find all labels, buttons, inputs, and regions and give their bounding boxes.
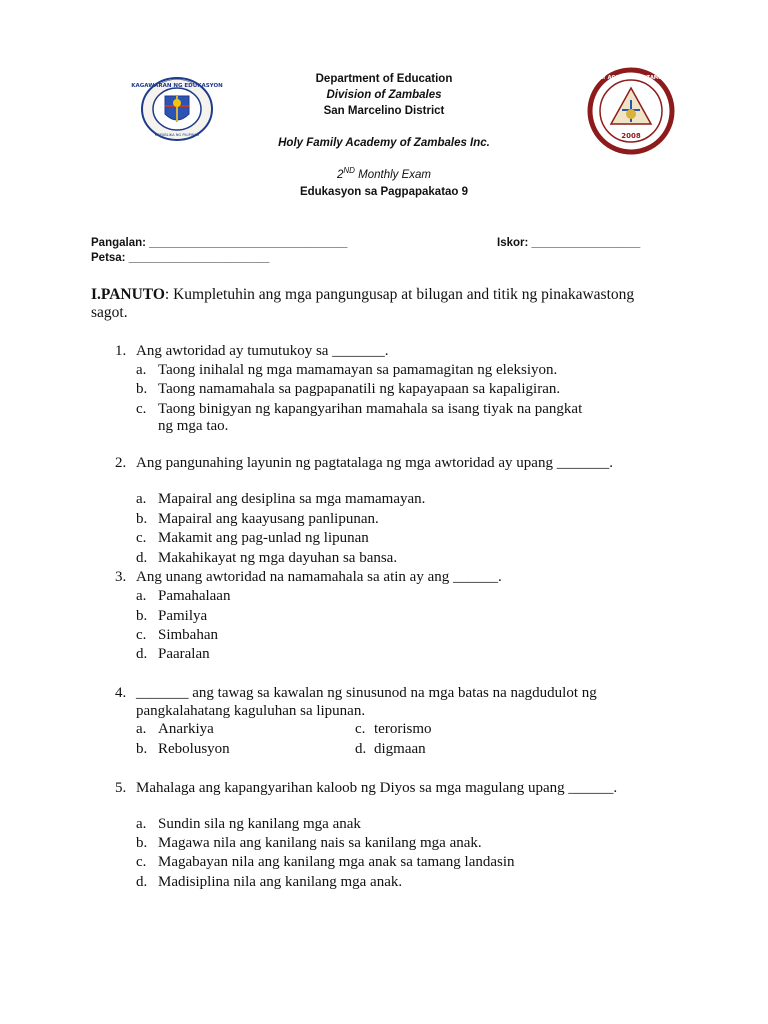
option-letter: c. (355, 721, 366, 737)
option-4a[interactable] (136, 720, 214, 738)
option-letter: c. (136, 401, 147, 417)
option-text: Mapairal ang desiplina sa mga mamamayan. (158, 491, 426, 507)
question-number: 5. (115, 780, 127, 796)
option-2c[interactable] (136, 529, 369, 547)
subject-heading: Edukasyon sa Pagpapakatao 9 (299, 186, 469, 198)
instructions-text: : Kumpletuhin ang mga pangungusap at bilugan and titik ng pinakawastong sagot. (91, 286, 635, 321)
option-1b[interactable] (136, 380, 560, 398)
option-5c[interactable] (136, 853, 515, 871)
option-letter: a. (136, 588, 147, 604)
option-3a[interactable] (136, 587, 230, 605)
option-letter: a. (136, 491, 147, 507)
option-1a[interactable] (136, 361, 557, 379)
question-number: 2. (115, 455, 127, 471)
school-heading: Holy Family Academy of Zambales Inc. (278, 137, 490, 149)
exam-heading (0, 166, 768, 181)
option-letter: d. (355, 741, 367, 757)
option-text: Pamilya (158, 608, 208, 624)
division-heading: Division of Zambales (326, 89, 442, 101)
option-1c[interactable] (136, 400, 582, 418)
option-text: Pamahalaan (158, 588, 231, 604)
option-letter: c. (136, 627, 147, 643)
option-text: Mapairal ang kaayusang panlipunan. (158, 511, 379, 527)
question-number: 3. (115, 569, 127, 585)
date-field[interactable]: Petsa: ______________________ (91, 252, 270, 264)
option-letter: c. (136, 854, 147, 870)
option-letter: a. (136, 721, 147, 737)
option-letter: a. (136, 362, 147, 378)
option-text: Taong namamahala sa pagpapanatili ng kapayapaan sa kapaligiran. (158, 381, 561, 397)
option-text: Paaralan (158, 646, 210, 662)
option-text: Makahikayat ng mga dayuhan sa bansa. (158, 550, 398, 566)
option-letter: b. (136, 608, 148, 624)
option-text: Taong binigyan ng kapangyarihan mamahala sa isang tiyak na pangkat (158, 401, 583, 417)
question-2 (115, 454, 645, 472)
option-5a[interactable] (136, 815, 361, 833)
left-logo-text: KAGAWARAN NG EDUKASYON (131, 83, 223, 89)
right-logo-text: HOLY FAMILY ACADEMY OF ZAMBALES, INC. (570, 75, 692, 81)
option-text: Magabayan nila ang kanilang mga anak sa tamang landasin (158, 854, 515, 870)
question-1 (115, 342, 655, 360)
option-letter: d. (136, 550, 148, 566)
exam-ordinal: ND (343, 166, 355, 175)
question-text: Ang awtoridad ay tumutukoy sa _______. (136, 343, 389, 359)
option-text: terorismo (374, 721, 432, 737)
option-4d[interactable] (355, 740, 426, 758)
option-1c-cont (136, 417, 228, 435)
option-5b[interactable] (136, 834, 482, 852)
option-letter: d. (136, 646, 148, 662)
option-letter: b. (136, 741, 148, 757)
option-3b[interactable] (136, 607, 207, 625)
option-4c[interactable] (355, 720, 432, 738)
department-heading: Department of Education (315, 73, 453, 85)
question-text: Ang unang awtoridad na namamahala sa atin ay ang ______. (136, 569, 502, 585)
option-2b[interactable] (136, 510, 379, 528)
option-text: Anarkiya (158, 721, 214, 737)
instructions (91, 286, 651, 322)
question-number: 1. (115, 343, 127, 359)
option-text: Magawa nila ang kanilang nais sa kanilang mga anak. (158, 835, 482, 851)
question-4 (115, 684, 675, 720)
option-2a[interactable] (136, 490, 425, 508)
option-3d[interactable] (136, 645, 210, 663)
option-letter: b. (136, 381, 148, 397)
option-3c[interactable] (136, 626, 218, 644)
option-text: digmaan (374, 741, 426, 757)
option-4b[interactable] (136, 740, 230, 758)
option-text: Rebolusyon (158, 741, 230, 757)
option-text: Madisiplina nila ang kanilang mga anak. (158, 874, 403, 890)
question-text: Mahalaga ang kapangyarihan kaloob ng Diyos sa mga magulang upang ______. (136, 780, 618, 796)
question-5 (115, 779, 655, 797)
option-2d[interactable] (136, 549, 397, 567)
score-field[interactable]: Iskor: _________________ (497, 237, 641, 249)
question-text: _______ ang tawag sa kawalan ng sinusunod na mga batas na nagdudulot ng pangkalahatang kaguluhan sa lipunan. (136, 685, 597, 719)
option-letter: b. (136, 511, 148, 527)
question-number: 4. (115, 685, 127, 701)
option-text: Simbahan (158, 627, 218, 643)
option-text: Sundin sila ng kanilang mga anak (158, 816, 361, 832)
option-5d[interactable] (136, 873, 402, 891)
option-letter: c. (136, 530, 147, 546)
option-letter: a. (136, 816, 147, 832)
right-logo-year: 2008 (621, 132, 641, 140)
option-text: ng mga tao. (158, 418, 229, 434)
exam-number: 2 (336, 168, 344, 181)
name-field[interactable]: Pangalan: _______________________________ (91, 237, 348, 249)
option-letter: d. (136, 874, 148, 890)
question-text: Ang pangunahing layunin ng pagtatalaga ng mga awtoridad ay upang _______. (136, 455, 613, 471)
district-heading: San Marcelino District (323, 105, 445, 117)
option-text: Taong inihalal ng mga mamamayan sa pamamagitan ng eleksiyon. (158, 362, 558, 378)
instructions-label: I.PANUTO (91, 286, 165, 303)
option-letter: b. (136, 835, 148, 851)
option-text: Makamit ang pag-unlad ng lipunan (158, 530, 369, 546)
exam-label: Monthly Exam (354, 168, 432, 181)
left-logo-bottom: REPUBLIKA NG PILIPINAS (154, 133, 200, 137)
question-3 (115, 568, 655, 586)
